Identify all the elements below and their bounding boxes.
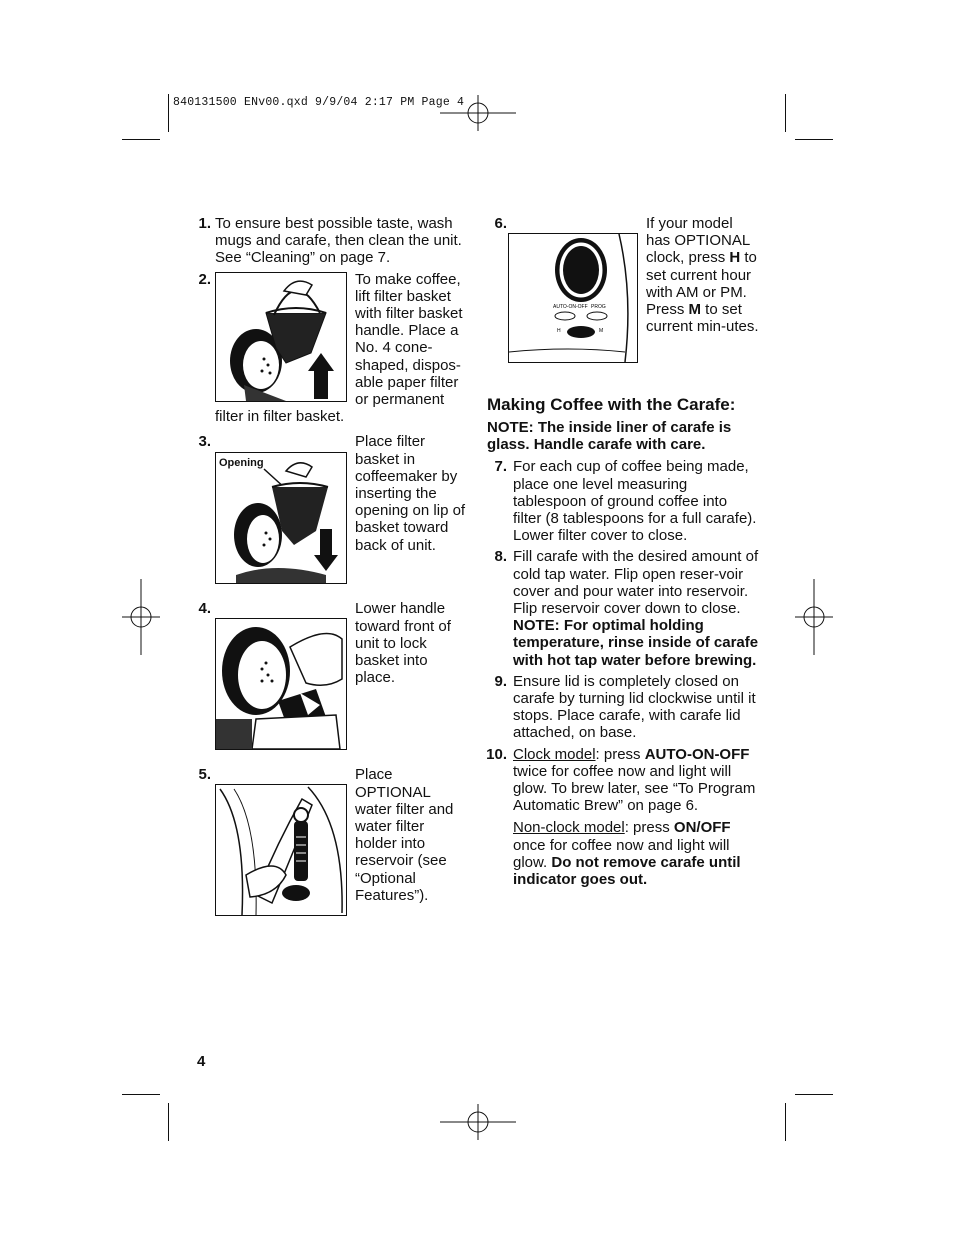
step-text: Ensure lid is completely closed on carafe by turning lid clockwise until it stops. Place carafe, with carafe lid attached, on base.: [513, 672, 756, 742]
lower-handle-illustration: [215, 618, 347, 750]
step-number: 2.: [198, 270, 211, 288]
step-6: [487, 215, 759, 367]
step-8: [487, 548, 759, 668]
step-2: [197, 271, 469, 426]
clock-model-instructions: [513, 746, 759, 815]
step-text: Place filter basket in coffeemaker by inserting the opening on lip of basket toward back of unit.: [355, 433, 466, 554]
registration-mark-right: [795, 579, 833, 655]
lower-handle-drawing: [216, 619, 346, 749]
crop-mark-br-v: [785, 1103, 786, 1141]
step-4: [197, 600, 469, 754]
nonclock-model-instructions: [513, 819, 759, 888]
step-text: Lower handle toward front of unit to lock basket into place.: [355, 600, 451, 687]
opening-label: Opening: [219, 457, 264, 470]
step-5: [197, 766, 469, 920]
step-number: 1.: [198, 215, 211, 232]
page-number: 4: [197, 1053, 206, 1070]
step6-text-1: If your model has OPTIONAL clock, press: [646, 215, 750, 267]
step-text: For each cup of coffee being made, place one level measuring tablespoon of ground coffee into filter (8 tablespoons for a full carafe). Lower filter cover to close.: [513, 458, 757, 545]
nonclock-warning: Do not remove carafe until indicator goes out.: [513, 853, 741, 889]
lift-basket-illustration: [215, 272, 347, 402]
step-number: 5.: [198, 766, 211, 784]
nonclock-key: ON/OFF: [673, 819, 731, 837]
clock-text-2: twice for coffee now and light will glow. To brew later, see “To Program Automatic Brew” on page 6.: [513, 762, 756, 815]
step-3: [197, 433, 469, 588]
print-slug: 840131500 ENv00.qxd 9/9/04 2:17 PM Page 4: [173, 96, 465, 109]
registration-mark-top: [440, 95, 516, 131]
step-1: [197, 215, 469, 267]
clock-key: AUTO-ON-OFF: [644, 745, 750, 763]
clock-model-label: Clock model: [513, 745, 596, 763]
panel-label-m: M: [599, 328, 604, 334]
step-text: To make coffee, lift filter basket with filter basket handle. Place a No. 4 cone-shaped, dispos-able paper filter or permanent filter in filter basket.: [215, 270, 463, 426]
insert-basket-drawing: [216, 453, 346, 583]
carafe-note: NOTE: The inside liner of carafe is glass. Handle carafe with care.: [487, 419, 732, 454]
crop-mark-br-h: [795, 1094, 833, 1095]
step-text: Place OPTIONAL water filter and water filter holder into reservoir (see “Optional Features”).: [355, 766, 454, 904]
step8-note: NOTE: For optimal holding temperature, rinse inside of carafe with hot tap water before brewing.: [513, 617, 759, 669]
nonclock-text-1: : press: [624, 819, 674, 837]
crop-mark-bl-h: [122, 1094, 160, 1095]
step6-text-3: to set current min-utes.: [646, 301, 759, 336]
crop-mark-tl-v: [168, 94, 169, 132]
panel-label-auto: AUTO-ON-OFF: [553, 304, 588, 310]
step-10: [487, 746, 759, 889]
step-number: 3.: [198, 433, 211, 451]
step6-key-h: H: [729, 249, 741, 267]
water-filter-illustration: [215, 784, 347, 916]
registration-mark-left: [122, 579, 160, 655]
panel-label-h: H: [557, 328, 561, 334]
step-number: 8.: [494, 548, 507, 566]
step6-text-2: to set current hour with AM or PM. Press: [646, 249, 757, 319]
step-number: 4.: [198, 600, 211, 618]
nonclock-text-2: once for coffee now and light will glow.: [513, 836, 730, 871]
crop-mark-bl-v: [168, 1103, 169, 1141]
step-number: 7.: [494, 458, 507, 476]
crop-mark-tl-h: [122, 139, 160, 140]
lift-basket-drawing: [216, 273, 346, 401]
clock-panel-illustration: [508, 233, 638, 363]
step-number: 6.: [494, 215, 507, 232]
clock-panel-drawing: [509, 234, 637, 362]
nonclock-model-label: Non-clock model: [513, 819, 625, 837]
crop-mark-tr-v: [785, 94, 786, 132]
clock-text-1: : press: [595, 745, 645, 763]
water-filter-drawing: [216, 785, 346, 915]
registration-mark-bottom: [440, 1104, 516, 1140]
step-7: [487, 458, 759, 544]
step-text: To ensure best possible taste, wash mugs and carafe, then clean the unit. See “Cleaning” on page 7.: [215, 215, 462, 267]
step-number: 9.: [494, 672, 507, 690]
step-text: Fill carafe with the desired amount of cold tap water. Flip open reser-voir cover and pour water into reservoir. Flip reservoir cover down to close.: [513, 548, 759, 618]
step6-key-m: M: [688, 301, 702, 319]
step-9: [487, 673, 759, 742]
section-heading: Making Coffee with the Carafe:: [487, 395, 736, 414]
panel-label-prog: PROG: [591, 304, 606, 310]
right-column: [487, 215, 759, 892]
crop-mark-tr-h: [795, 139, 833, 140]
insert-basket-illustration: [215, 452, 347, 584]
step-number: 10.: [486, 745, 507, 763]
left-column: [197, 215, 469, 924]
